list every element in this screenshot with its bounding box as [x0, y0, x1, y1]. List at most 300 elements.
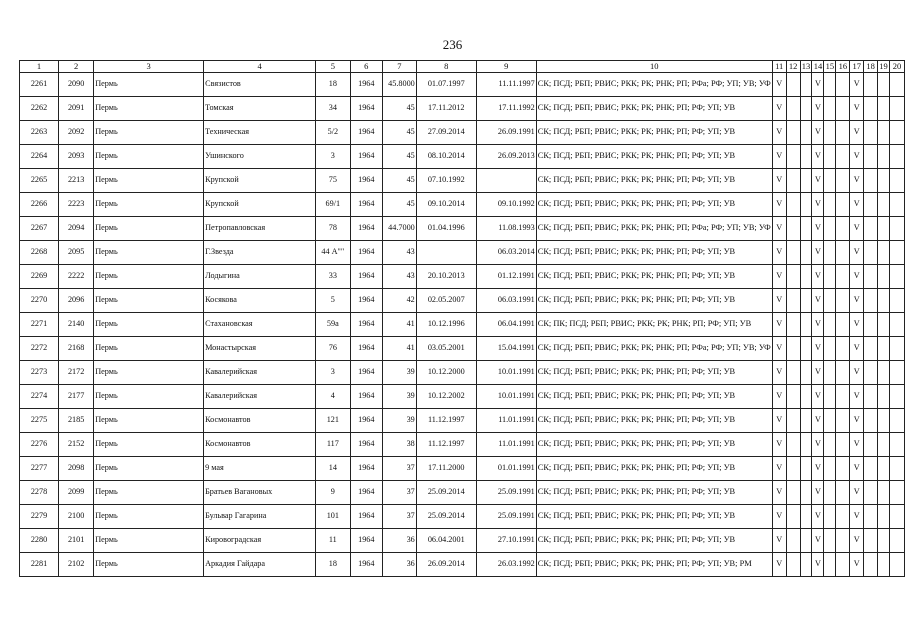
cell-col-9: 27.10.1991 [476, 529, 536, 553]
cell-col-6: 1964 [350, 289, 382, 313]
table-row [20, 457, 905, 481]
cell-col-4: 9 мая [204, 457, 316, 481]
cell-col-15 [824, 289, 836, 313]
cell-col-15 [824, 505, 836, 529]
cell-col-11: V [772, 217, 786, 241]
cell-col-17: V [850, 481, 864, 505]
cell-col-11: V [772, 361, 786, 385]
cell-col-16 [836, 241, 850, 265]
cell-col-18 [864, 313, 878, 337]
cell-col-9: 06.03.1991 [476, 289, 536, 313]
cell-col-15 [824, 553, 836, 577]
cell-col-15 [824, 337, 836, 361]
cell-col-8: 20.10.2013 [416, 265, 476, 289]
cell-col-1: 2269 [20, 265, 59, 289]
cell-col-1: 2264 [20, 145, 59, 169]
cell-col-17: V [850, 553, 864, 577]
cell-col-1: 2267 [20, 217, 59, 241]
cell-col-12 [786, 361, 800, 385]
cell-col-11: V [772, 505, 786, 529]
cell-col-13 [800, 241, 812, 265]
cell-col-17: V [850, 193, 864, 217]
cell-col-20 [890, 385, 905, 409]
cell-col-3: Пермь [94, 553, 204, 577]
cell-col-12 [786, 193, 800, 217]
cell-col-14: V [812, 433, 824, 457]
cell-col-12 [786, 169, 800, 193]
cell-col-4: Связистов [204, 73, 316, 97]
cell-col-19 [878, 97, 890, 121]
cell-col-19 [878, 121, 890, 145]
cell-col-19 [878, 337, 890, 361]
cell-col-9: 09.10.1992 [476, 193, 536, 217]
cell-col-10: СК; ПСД; РБП; РВИС; РКК; РК; РНК; РП; РФа; РФ; УП; УВ; УФ [536, 337, 772, 361]
cell-col-16 [836, 289, 850, 313]
column-header: 11 [772, 61, 786, 73]
page-number: 236 [442, 37, 463, 52]
cell-col-7: 45 [382, 97, 416, 121]
cell-col-20 [890, 457, 905, 481]
cell-col-20 [890, 505, 905, 529]
cell-col-4: Кавалерийская [204, 385, 316, 409]
cell-col-2: 2091 [59, 97, 94, 121]
cell-col-3: Пермь [94, 265, 204, 289]
cell-col-14: V [812, 409, 824, 433]
cell-col-12 [786, 97, 800, 121]
cell-col-4: Петропавловская [204, 217, 316, 241]
cell-col-8: 07.10.1992 [416, 169, 476, 193]
cell-col-7: 44.7000 [382, 217, 416, 241]
cell-col-4: Ушинского [204, 145, 316, 169]
cell-col-7: 39 [382, 361, 416, 385]
cell-col-5: 18 [316, 73, 351, 97]
cell-col-19 [878, 505, 890, 529]
column-header: 16 [836, 61, 850, 73]
table-row [20, 217, 905, 241]
cell-col-8: 09.10.2014 [416, 193, 476, 217]
cell-col-19 [878, 73, 890, 97]
cell-col-11: V [772, 433, 786, 457]
cell-col-4: Бульвар Гагарина [204, 505, 316, 529]
cell-col-18 [864, 457, 878, 481]
cell-col-1: 2272 [20, 337, 59, 361]
cell-col-15 [824, 97, 836, 121]
cell-col-18 [864, 265, 878, 289]
cell-col-8: 08.10.2014 [416, 145, 476, 169]
cell-col-19 [878, 529, 890, 553]
cell-col-14: V [812, 265, 824, 289]
cell-col-13 [800, 169, 812, 193]
cell-col-1: 2279 [20, 505, 59, 529]
cell-col-10: СК; ПСД; РБП; РВИС; РКК; РК; РНК; РП; РФа; РФ; УП; УВ; УФ [536, 217, 772, 241]
cell-col-11: V [772, 145, 786, 169]
cell-col-5: 5/2 [316, 121, 351, 145]
cell-col-13 [800, 457, 812, 481]
cell-col-2: 2095 [59, 241, 94, 265]
cell-col-3: Пермь [94, 505, 204, 529]
cell-col-7: 41 [382, 313, 416, 337]
cell-col-3: Пермь [94, 73, 204, 97]
cell-col-12 [786, 289, 800, 313]
cell-col-19 [878, 361, 890, 385]
cell-col-20 [890, 121, 905, 145]
cell-col-14: V [812, 553, 824, 577]
table-row [20, 505, 905, 529]
cell-col-19 [878, 313, 890, 337]
cell-col-2: 2168 [59, 337, 94, 361]
cell-col-1: 2270 [20, 289, 59, 313]
cell-col-6: 1964 [350, 73, 382, 97]
cell-col-6: 1964 [350, 217, 382, 241]
cell-col-9: 06.03.2014 [476, 241, 536, 265]
cell-col-9: 10.01.1991 [476, 385, 536, 409]
cell-col-7: 37 [382, 481, 416, 505]
cell-col-12 [786, 505, 800, 529]
cell-col-7: 45.8000 [382, 73, 416, 97]
cell-col-14: V [812, 481, 824, 505]
cell-col-11: V [772, 337, 786, 361]
cell-col-5: 44 А"" [316, 241, 351, 265]
cell-col-19 [878, 265, 890, 289]
cell-col-14: V [812, 529, 824, 553]
cell-col-9 [476, 169, 536, 193]
cell-col-11: V [772, 409, 786, 433]
cell-col-13 [800, 505, 812, 529]
cell-col-16 [836, 265, 850, 289]
cell-col-18 [864, 217, 878, 241]
cell-col-17: V [850, 217, 864, 241]
cell-col-16 [836, 217, 850, 241]
cell-col-11: V [772, 265, 786, 289]
cell-col-18 [864, 529, 878, 553]
cell-col-13 [800, 481, 812, 505]
cell-col-19 [878, 193, 890, 217]
cell-col-3: Пермь [94, 481, 204, 505]
cell-col-10: СК; ПСД; РБП; РВИС; РКК; РК; РНК; РП; РФа; РФ; УП; УВ; УФ [536, 73, 772, 97]
cell-col-14: V [812, 289, 824, 313]
cell-col-12 [786, 385, 800, 409]
cell-col-14: V [812, 337, 824, 361]
cell-col-2: 2222 [59, 265, 94, 289]
cell-col-6: 1964 [350, 265, 382, 289]
cell-col-17: V [850, 265, 864, 289]
header-row [20, 61, 905, 73]
cell-col-1: 2275 [20, 409, 59, 433]
cell-col-9: 15.04.1991 [476, 337, 536, 361]
cell-col-19 [878, 241, 890, 265]
cell-col-2: 2100 [59, 505, 94, 529]
cell-col-13 [800, 313, 812, 337]
cell-col-4: Аркадия Гайдара [204, 553, 316, 577]
cell-col-18 [864, 505, 878, 529]
cell-col-7: 42 [382, 289, 416, 313]
cell-col-3: Пермь [94, 121, 204, 145]
cell-col-18 [864, 97, 878, 121]
cell-col-8: 25.09.2014 [416, 505, 476, 529]
cell-col-3: Пермь [94, 457, 204, 481]
cell-col-16 [836, 193, 850, 217]
table-row [20, 481, 905, 505]
cell-col-16 [836, 553, 850, 577]
cell-col-9: 26.09.2013 [476, 145, 536, 169]
cell-col-8: 26.09.2014 [416, 553, 476, 577]
cell-col-15 [824, 73, 836, 97]
cell-col-12 [786, 529, 800, 553]
table-row [20, 289, 905, 313]
cell-col-19 [878, 145, 890, 169]
cell-col-1: 2280 [20, 529, 59, 553]
cell-col-3: Пермь [94, 409, 204, 433]
cell-col-17: V [850, 409, 864, 433]
cell-col-6: 1964 [350, 409, 382, 433]
cell-col-6: 1964 [350, 169, 382, 193]
cell-col-5: 69/1 [316, 193, 351, 217]
cell-col-1: 2278 [20, 481, 59, 505]
cell-col-18 [864, 481, 878, 505]
cell-col-16 [836, 457, 850, 481]
cell-col-2: 2101 [59, 529, 94, 553]
cell-col-19 [878, 433, 890, 457]
cell-col-5: 78 [316, 217, 351, 241]
cell-col-13 [800, 193, 812, 217]
cell-col-2: 2090 [59, 73, 94, 97]
cell-col-9: 06.04.1991 [476, 313, 536, 337]
cell-col-14: V [812, 169, 824, 193]
column-header: 10 [536, 61, 772, 73]
cell-col-2: 2140 [59, 313, 94, 337]
cell-col-7: 37 [382, 505, 416, 529]
cell-col-7: 45 [382, 121, 416, 145]
column-header: 9 [476, 61, 536, 73]
cell-col-8: 27.09.2014 [416, 121, 476, 145]
cell-col-9: 01.12.1991 [476, 265, 536, 289]
cell-col-6: 1964 [350, 145, 382, 169]
cell-col-15 [824, 481, 836, 505]
cell-col-11: V [772, 193, 786, 217]
cell-col-8 [416, 241, 476, 265]
cell-col-12 [786, 337, 800, 361]
cell-col-12 [786, 313, 800, 337]
cell-col-2: 2093 [59, 145, 94, 169]
cell-col-15 [824, 121, 836, 145]
cell-col-12 [786, 481, 800, 505]
cell-col-2: 2096 [59, 289, 94, 313]
cell-col-20 [890, 169, 905, 193]
cell-col-5: 11 [316, 529, 351, 553]
cell-col-8: 25.09.2014 [416, 481, 476, 505]
cell-col-10: СК; ПСД; РБП; РВИС; РКК; РК; РНК; РП; РФ; УП; УВ [536, 457, 772, 481]
cell-col-14: V [812, 385, 824, 409]
cell-col-17: V [850, 385, 864, 409]
cell-col-11: V [772, 121, 786, 145]
cell-col-14: V [812, 457, 824, 481]
cell-col-10: СК; ПСД; РБП; РВИС; РКК; РК; РНК; РП; РФ; УП; УВ [536, 289, 772, 313]
cell-col-13 [800, 409, 812, 433]
cell-col-9: 17.11.1992 [476, 97, 536, 121]
cell-col-18 [864, 553, 878, 577]
cell-col-11: V [772, 385, 786, 409]
cell-col-1: 2261 [20, 73, 59, 97]
registry-table [19, 60, 905, 577]
cell-col-19 [878, 169, 890, 193]
cell-col-10: СК; ПСД; РБП; РВИС; РКК; РК; РНК; РП; РФ; УП; УВ; РМ [536, 553, 772, 577]
cell-col-8: 11.12.1997 [416, 409, 476, 433]
cell-col-11: V [772, 457, 786, 481]
cell-col-7: 41 [382, 337, 416, 361]
cell-col-20 [890, 409, 905, 433]
cell-col-15 [824, 217, 836, 241]
cell-col-2: 2185 [59, 409, 94, 433]
cell-col-3: Пермь [94, 529, 204, 553]
cell-col-19 [878, 385, 890, 409]
cell-col-16 [836, 169, 850, 193]
cell-col-8: 10.12.2000 [416, 361, 476, 385]
cell-col-15 [824, 409, 836, 433]
cell-col-6: 1964 [350, 505, 382, 529]
cell-col-4: Космонавтов [204, 433, 316, 457]
cell-col-8: 10.12.2002 [416, 385, 476, 409]
column-header: 12 [786, 61, 800, 73]
table-row [20, 241, 905, 265]
cell-col-6: 1964 [350, 553, 382, 577]
cell-col-16 [836, 385, 850, 409]
cell-col-8: 06.04.2001 [416, 529, 476, 553]
cell-col-5: 4 [316, 385, 351, 409]
cell-col-16 [836, 409, 850, 433]
cell-col-1: 2276 [20, 433, 59, 457]
cell-col-8: 01.07.1997 [416, 73, 476, 97]
cell-col-5: 75 [316, 169, 351, 193]
column-header: 2 [59, 61, 94, 73]
cell-col-4: Стахановская [204, 313, 316, 337]
cell-col-9: 25.09.1991 [476, 505, 536, 529]
cell-col-13 [800, 553, 812, 577]
cell-col-11: V [772, 313, 786, 337]
column-header: 18 [864, 61, 878, 73]
table-row [20, 529, 905, 553]
cell-col-7: 39 [382, 385, 416, 409]
column-header: 20 [890, 61, 905, 73]
cell-col-14: V [812, 217, 824, 241]
cell-col-9: 11.11.1997 [476, 73, 536, 97]
cell-col-6: 1964 [350, 193, 382, 217]
cell-col-3: Пермь [94, 97, 204, 121]
cell-col-5: 76 [316, 337, 351, 361]
cell-col-6: 1964 [350, 457, 382, 481]
cell-col-19 [878, 457, 890, 481]
cell-col-7: 45 [382, 169, 416, 193]
cell-col-10: СК; ПСД; РБП; РВИС; РКК; РК; РНК; РП; РФ; УП; УВ [536, 169, 772, 193]
cell-col-12 [786, 145, 800, 169]
cell-col-11: V [772, 553, 786, 577]
cell-col-6: 1964 [350, 361, 382, 385]
cell-col-20 [890, 217, 905, 241]
cell-col-12 [786, 433, 800, 457]
cell-col-13 [800, 121, 812, 145]
cell-col-10: СК; ПСД; РБП; РВИС; РКК; РК; РНК; РП; РФ; УП; УВ [536, 121, 772, 145]
column-header: 3 [94, 61, 204, 73]
table-body [20, 73, 905, 577]
cell-col-16 [836, 121, 850, 145]
cell-col-11: V [772, 169, 786, 193]
cell-col-13 [800, 217, 812, 241]
cell-col-14: V [812, 193, 824, 217]
cell-col-9: 25.09.1991 [476, 481, 536, 505]
cell-col-9: 01.01.1991 [476, 457, 536, 481]
cell-col-9: 11.01.1991 [476, 433, 536, 457]
cell-col-17: V [850, 241, 864, 265]
cell-col-18 [864, 337, 878, 361]
column-header: 19 [879, 61, 888, 72]
cell-col-8: 03.05.2001 [416, 337, 476, 361]
cell-col-11: V [772, 481, 786, 505]
cell-col-7: 45 [382, 193, 416, 217]
cell-col-5: 14 [316, 457, 351, 481]
cell-col-19 [878, 217, 890, 241]
cell-col-1: 2274 [20, 385, 59, 409]
cell-col-9: 26.09.1991 [476, 121, 536, 145]
cell-col-12 [786, 241, 800, 265]
cell-col-14: V [812, 121, 824, 145]
cell-col-15 [824, 169, 836, 193]
cell-col-20 [890, 433, 905, 457]
cell-col-1: 2263 [20, 121, 59, 145]
cell-col-15 [824, 241, 836, 265]
cell-col-3: Пермь [94, 385, 204, 409]
cell-col-7: 39 [382, 409, 416, 433]
cell-col-5: 5 [316, 289, 351, 313]
table-row [20, 169, 905, 193]
cell-col-18 [864, 361, 878, 385]
cell-col-4: Кировоградская [204, 529, 316, 553]
cell-col-3: Пермь [94, 313, 204, 337]
cell-col-2: 2102 [59, 553, 94, 577]
cell-col-2: 2223 [59, 193, 94, 217]
cell-col-4: Монастырская [204, 337, 316, 361]
cell-col-18 [864, 289, 878, 313]
cell-col-16 [836, 97, 850, 121]
cell-col-5: 117 [316, 433, 351, 457]
cell-col-18 [864, 433, 878, 457]
cell-col-14: V [812, 361, 824, 385]
cell-col-10: СК; ПСД; РБП; РВИС; РКК; РК; РНК; РП; РФ; УП; УВ [536, 529, 772, 553]
cell-col-20 [890, 193, 905, 217]
cell-col-15 [824, 457, 836, 481]
table-row [20, 337, 905, 361]
cell-col-12 [786, 265, 800, 289]
cell-col-14: V [812, 505, 824, 529]
cell-col-19 [878, 289, 890, 313]
cell-col-8: 10.12.1996 [416, 313, 476, 337]
cell-col-16 [836, 505, 850, 529]
cell-col-13 [800, 385, 812, 409]
cell-col-20 [890, 481, 905, 505]
cell-col-19 [878, 553, 890, 577]
cell-col-3: Пермь [94, 361, 204, 385]
column-header: 1 [20, 61, 59, 73]
cell-col-5: 9 [316, 481, 351, 505]
cell-col-13 [800, 97, 812, 121]
cell-col-17: V [850, 97, 864, 121]
cell-col-17: V [850, 313, 864, 337]
cell-col-3: Пермь [94, 337, 204, 361]
cell-col-3: Пермь [94, 169, 204, 193]
cell-col-4: Кавалерийская [204, 361, 316, 385]
cell-col-13 [800, 73, 812, 97]
cell-col-1: 2273 [20, 361, 59, 385]
cell-col-20 [890, 313, 905, 337]
cell-col-5: 18 [316, 553, 351, 577]
